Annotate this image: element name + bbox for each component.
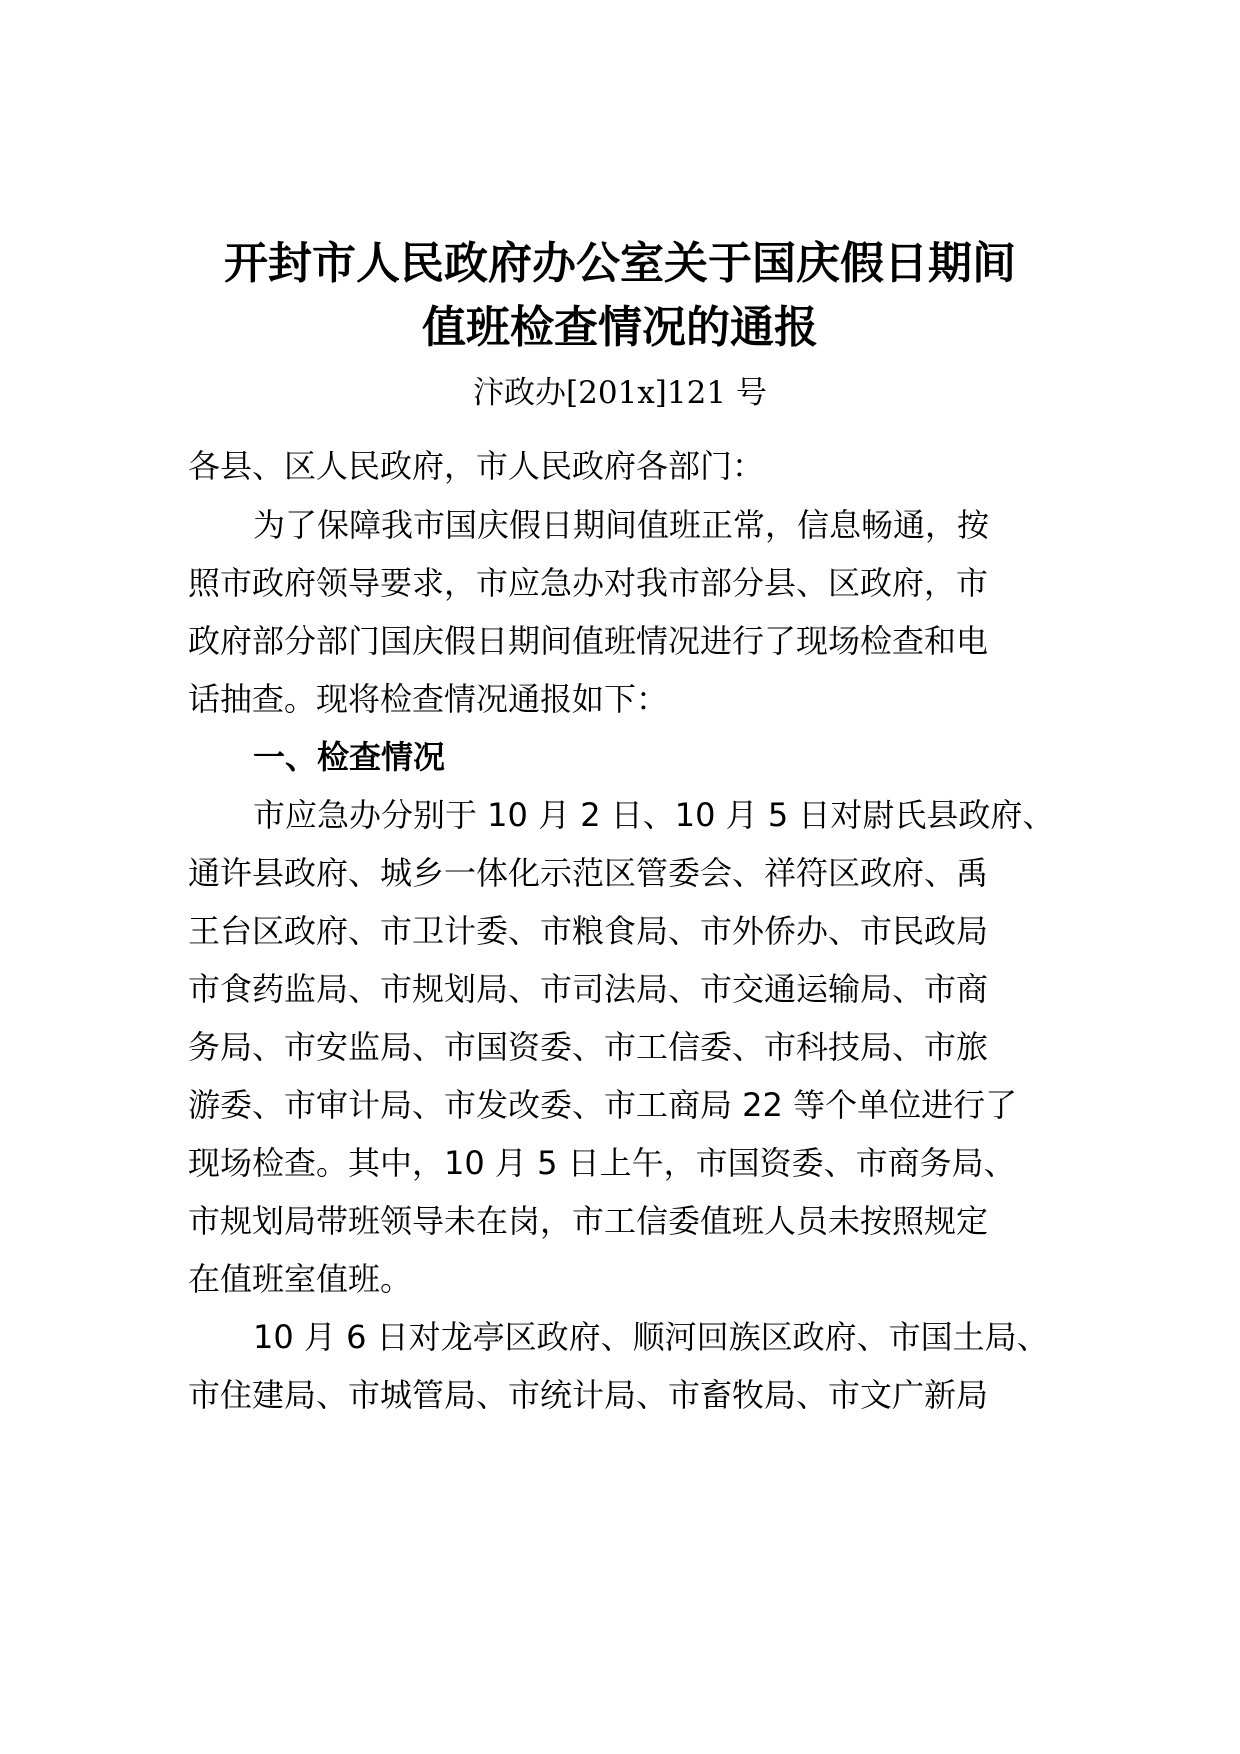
paragraph-1-line: 政府部分部门国庆假日期间值班情况进行了现场检查和电: [188, 622, 989, 660]
paragraph-1-line: 话抽查。现将检查情况通报如下：: [188, 680, 669, 718]
paragraph-2-line: 游委、市审计局、市发改委、市工商局 22 等个单位进行了: [188, 1086, 1018, 1124]
paragraph-1-line: 照市政府领导要求，市应急办对我市部分县、区政府，市: [188, 564, 989, 602]
paragraph-2-line: 务局、市安监局、市国资委、市工信委、市科技局、市旅: [188, 1028, 989, 1066]
paragraph-2-line: 现场检查。其中，10 月 5 日上午，市国资委、市商务局、: [188, 1144, 1016, 1182]
paragraph-3-line: 市住建局、市城管局、市统计局、市畜牧局、市文广新局: [188, 1376, 989, 1414]
paragraph-2-line: 通许县政府、城乡一体化示范区管委会、祥符区政府、禹: [188, 854, 989, 892]
document-number: 汴政办[201x]121 号: [473, 375, 767, 411]
document-title-line-2: 值班检查情况的通报: [422, 302, 818, 353]
paragraph-2-line: 王台区政府、市卫计委、市粮食局、市外侨办、市民政局: [188, 912, 989, 950]
paragraph-2-line: 市应急办分别于 10 月 2 日、10 月 5 日对尉氏县政府、: [253, 796, 1055, 834]
paragraph-1-line: 为了保障我市国庆假日期间值班正常，信息畅通，按: [253, 506, 990, 544]
document-title-line-1: 开封市人民政府办公室关于国庆假日期间: [224, 238, 1016, 289]
section-heading: 一、检查情况: [253, 738, 446, 776]
paragraph-2-line: 市食药监局、市规划局、市司法局、市交通运输局、市商: [188, 970, 989, 1008]
paragraph-3-line: 10 月 6 日对龙亭区政府、顺河回族区政府、市国土局、: [253, 1318, 1049, 1356]
salutation: 各县、区人民政府，市人民政府各部门：: [188, 447, 765, 485]
paragraph-2-line: 在值班室值班。: [188, 1260, 413, 1298]
paragraph-2-line: 市规划局带班领导未在岗，市工信委值班人员未按照规定: [188, 1202, 989, 1240]
